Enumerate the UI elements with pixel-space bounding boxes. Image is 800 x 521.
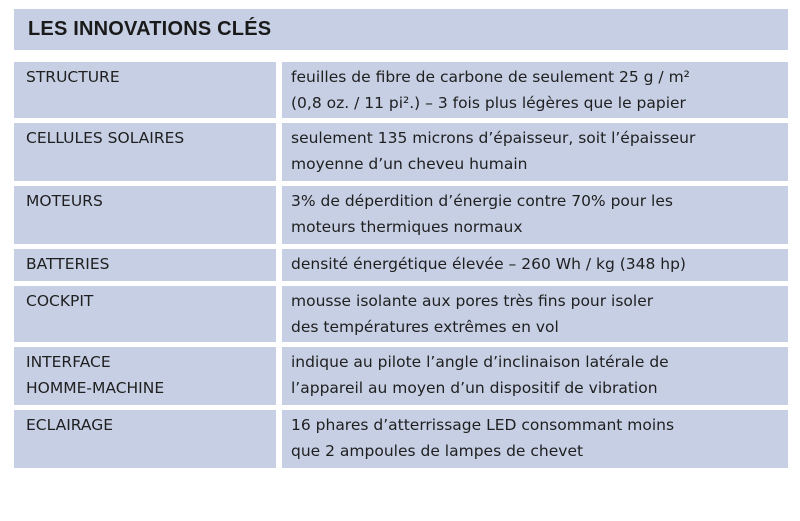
table-row	[14, 123, 788, 181]
table-row	[14, 286, 788, 342]
row-value: indique au pilote l’angle d’inclinaison latérale de l’appareil au moyen d’un dispositif de vibration	[282, 347, 788, 405]
row-label: CELLULES SOLAIRES	[14, 123, 276, 181]
row-label: ECLAIRAGE	[14, 410, 276, 468]
row-label: STRUCTURE	[14, 62, 276, 118]
table-row	[14, 186, 788, 244]
page-title: LES INNOVATIONS CLÉS	[28, 18, 272, 40]
table-row	[14, 410, 788, 468]
table-row	[14, 62, 788, 118]
row-label: INTERFACE HOMME-MACHINE	[14, 347, 276, 405]
row-label: COCKPIT	[14, 286, 276, 342]
row-value: mousse isolante aux pores très fins pour isoler des températures extrêmes en vol	[282, 286, 788, 342]
row-value: 3% de déperdition d’énergie contre 70% pour les moteurs thermiques normaux	[282, 186, 788, 244]
innovations-table	[14, 62, 788, 473]
row-value: densité énergétique élevée – 260 Wh / kg (348 hp)	[282, 249, 788, 281]
row-value: feuilles de fibre de carbone de seulement 25 g / m² (0,8 oz. / 11 pi².) – 3 fois plus légères que le papier	[282, 62, 788, 118]
table-row	[14, 347, 788, 405]
table-row	[14, 249, 788, 281]
row-value: seulement 135 microns d’épaisseur, soit l’épaisseur moyenne d’un cheveu humain	[282, 123, 788, 181]
row-value: 16 phares d’atterrissage LED consommant moins que 2 ampoules de lampes de chevet	[282, 410, 788, 468]
title-bar	[14, 9, 788, 50]
row-label: BATTERIES	[14, 249, 276, 281]
row-label: MOTEURS	[14, 186, 276, 244]
